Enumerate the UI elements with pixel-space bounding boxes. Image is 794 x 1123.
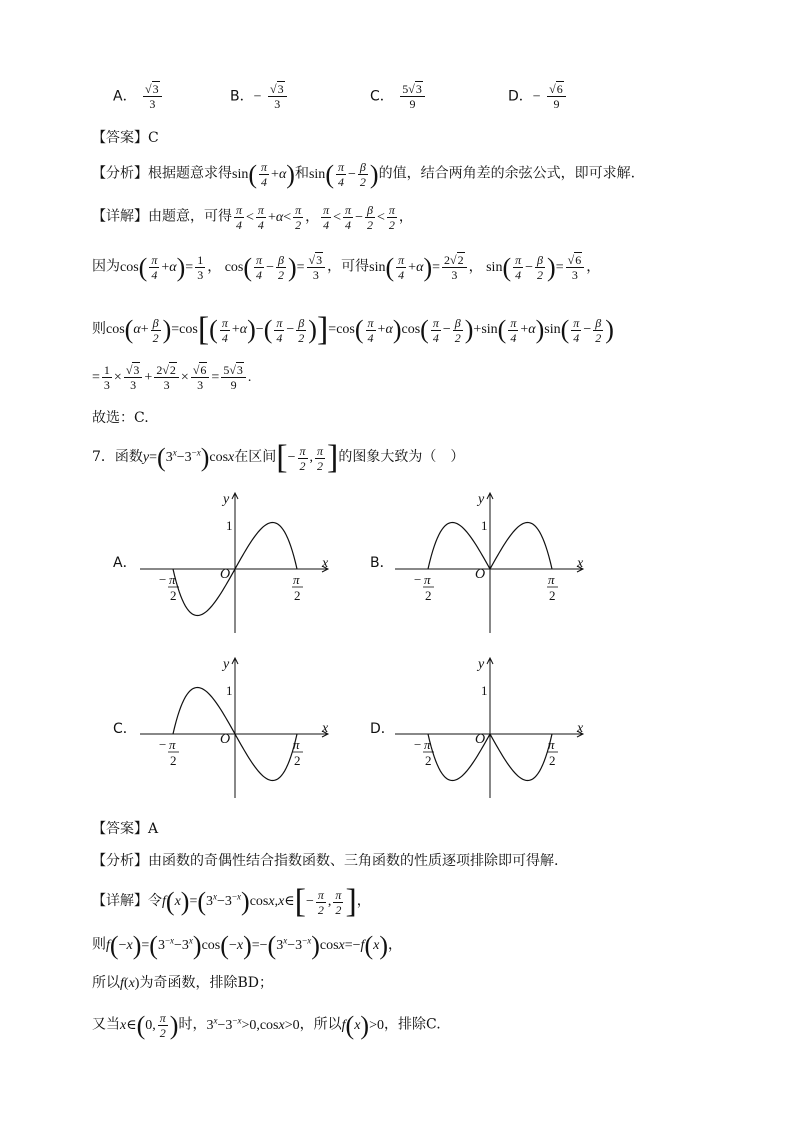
tick-label-two: 2 (549, 588, 556, 603)
tick-label-neg-pi-over-2: − (414, 737, 422, 752)
graph-c (140, 650, 340, 805)
q7-detail-4: 又当x∈(0, $\frac{\pi}{2}$ )时，$3^x-3^{-x}>0,\cos x>0$，所以f(x)>0，排除C. (92, 1010, 441, 1040)
option-value: $\frac{√3}{3}$ (268, 82, 287, 111)
q7-tail: 的图象大致为（ ） (338, 449, 465, 466)
option-value: $\frac{√3}{3}$ (143, 82, 162, 111)
option-letter: B． (230, 88, 254, 105)
graph-a (140, 485, 340, 640)
tick-label-neg-pi-over-2: − (159, 572, 167, 587)
origin-label: O (220, 732, 231, 747)
y-axis-label: y (478, 492, 485, 507)
then-text: 则 (92, 321, 106, 338)
q6-detail-1: 【详解】由题意，可得 $\frac{\pi}{4}$ < $\frac{\pi}{4}$ +α< $\frac{\pi}{2}$ ， $\frac{\pi}{4}$ < $\frac{\pi}{4}$ − $\frac{\beta}{2}$ < $\frac{\pi}{2}$ ， (92, 203, 413, 232)
tick-label-neg-two: 2 (425, 588, 432, 603)
analysis-and: 和 (294, 165, 309, 182)
analysis-text-2: 的值，结合两角差的余弦公式，即可求解. (378, 165, 636, 182)
tick-label-one: 1 (481, 518, 488, 533)
answer-value: A (148, 821, 159, 837)
option-sign: − (253, 89, 262, 105)
q6-answer (92, 128, 159, 148)
also-text: 又当 (92, 1016, 120, 1033)
graph-label-b: B． (370, 555, 394, 571)
option-letter: D． (508, 88, 533, 105)
graph-label-d: D． (370, 721, 395, 737)
tick-label-neg-two: 2 (425, 753, 432, 768)
option-sign: − (532, 89, 541, 105)
q7-detail-1: 【详解】令$f(x)=(3^x-3^{-x})\cos x,x\in[-$ $\frac{\pi}{2}$ , $\frac{\pi}{2}$ ]， (92, 883, 371, 920)
tick-label-neg-two: 2 (170, 753, 177, 768)
q7-stem: 7．函数$y=(3^x-3^{-x})\cos x$在区间[− $\frac{\pi}{2}$ , $\frac{\pi}{2}$ ]的图象大致为（ ） (92, 439, 465, 476)
detail-tag: 【详解】 (92, 893, 148, 910)
tick-label-two: 2 (549, 753, 556, 768)
let-text: 令 (148, 893, 162, 910)
tick-label-two: 2 (294, 753, 301, 768)
because-text: 因为 (92, 258, 120, 275)
graph-d (395, 650, 595, 805)
so-text: 所以 (92, 975, 120, 991)
answer-value: C (148, 130, 159, 146)
so-text-2: ，所以 (299, 1016, 342, 1033)
analysis-tag: 【分析】 (92, 853, 148, 869)
q7-answer (92, 819, 158, 839)
graph-label-c: C． (113, 721, 137, 737)
odd-text: 为奇函数，排除BD； (139, 975, 273, 991)
q6-detail-3: 则cos(α+ $\frac{\beta}{2}$ )=cos[( $\frac{\pi}{4}$ +α)−( $\frac{\pi}{4}$ − $\frac{\beta}{2}$ )]=cos( $\frac{\pi}{4}$ +α)cos( $\frac{\pi}{4}$ − $\frac{\beta}{2}$ )+sin( $\frac{\pi}{4}$ +α)sin( $\frac{\pi}{4}$ − $\frac{\beta}{2}$ ) (92, 311, 614, 348)
detail-text: 由题意，可得 (148, 208, 232, 225)
x-axis-label: x (577, 556, 584, 571)
option-letter: C． (370, 88, 394, 105)
tick-label-neg-pi: π (424, 737, 431, 752)
tick-label-neg-pi-over-2: − (159, 737, 167, 752)
analysis-tag: 【分析】 (92, 165, 148, 182)
tick-label-neg-pi: π (169, 572, 176, 587)
q7-detail-3: 所以f(x)为奇函数，排除BD； (92, 975, 273, 991)
x-axis-label: x (322, 721, 329, 736)
when-text: 时， (178, 1016, 207, 1033)
q6-detail-2: 因为cos( $\frac{\pi}{4}$ +α)= $\frac{1}{3}$ ， cos( $\frac{\pi}{4}$ − $\frac{\beta}{2}$ )= $\frac{√3}{3}$ ，可得sin( $\frac{\pi}{4}$ +α)= $\frac{2√2}{3}$ ， sin( $\frac{\pi}{4}$ − $\frac{\beta}{2}$ )= $\frac{√6}{3}$ ， (92, 252, 601, 282)
y-axis-label: y (223, 657, 230, 672)
q6-detail-4: = $\frac{1}{3}$ × $\frac{√3}{3}$ + $\frac{2√2}{3}$ × $\frac{√6}{3}$ = $\frac{5√3}{9}$ . (92, 363, 252, 392)
tick-label-two: 2 (294, 588, 301, 603)
can-get-text: ，可得 (327, 258, 370, 275)
q7-detail-2: 则$f(-x)=(3^{-x}-3^x)\cos(-x)=-(3^x-3^{-x})\cos x=-f(x)$， (92, 930, 402, 960)
answer-tag: 【答案】 (92, 130, 148, 146)
tick-label-one: 1 (481, 683, 488, 698)
tick-label-pi: π (293, 737, 300, 752)
interval-text: 在区间 (234, 449, 277, 466)
tick-label-neg-two: 2 (170, 588, 177, 603)
q7-analysis (92, 851, 558, 871)
option-letter: A． (113, 88, 137, 105)
then-text: 则 (92, 936, 106, 953)
option-value: $\frac{5√3}{9}$ (400, 82, 425, 111)
tick-label-one: 1 (226, 518, 233, 533)
q7-number: 7．函数 (92, 449, 143, 466)
q6-conclusion: 故选：C. (92, 410, 149, 426)
x-axis-label: x (322, 556, 329, 571)
tick-label-pi: π (293, 572, 300, 587)
tick-label-neg-pi: π (424, 572, 431, 587)
graph-label-a: A． (113, 555, 137, 571)
origin-label: O (475, 567, 486, 582)
tick-label-pi: π (548, 737, 555, 752)
tick-label-neg-pi: π (169, 737, 176, 752)
x-axis-label: x (577, 721, 584, 736)
analysis-text: 由函数的奇偶性结合指数函数、三角函数的性质逐项排除即可得解. (148, 853, 559, 869)
option-value: $\frac{√6}{9}$ (547, 82, 566, 111)
q6-option-c (370, 82, 427, 111)
y-axis-label: y (478, 657, 485, 672)
y-axis-label: y (223, 492, 230, 507)
tick-label-neg-pi-over-2: − (414, 572, 422, 587)
detail-tag: 【详解】 (92, 208, 148, 225)
answer-tag: 【答案】 (92, 821, 148, 837)
origin-label: O (475, 732, 486, 747)
tick-label-pi: π (548, 572, 555, 587)
graph-b (395, 485, 595, 640)
q6-option-a (113, 82, 164, 111)
exclude-text: ，排除C. (383, 1016, 441, 1033)
q6-option-b (230, 82, 289, 111)
q6-option-d (508, 82, 568, 111)
analysis-text: 根据题意求得 (148, 165, 232, 182)
tick-label-one: 1 (226, 683, 233, 698)
q6-analysis: 【分析】根据题意求得sin( $\frac{\pi}{4}$ +α)和sin( $\frac{\pi}{4}$ − $\frac{\beta}{2}$ )的值，结合两角差的余弦公式，即可求解. (92, 159, 636, 189)
origin-label: O (220, 567, 231, 582)
